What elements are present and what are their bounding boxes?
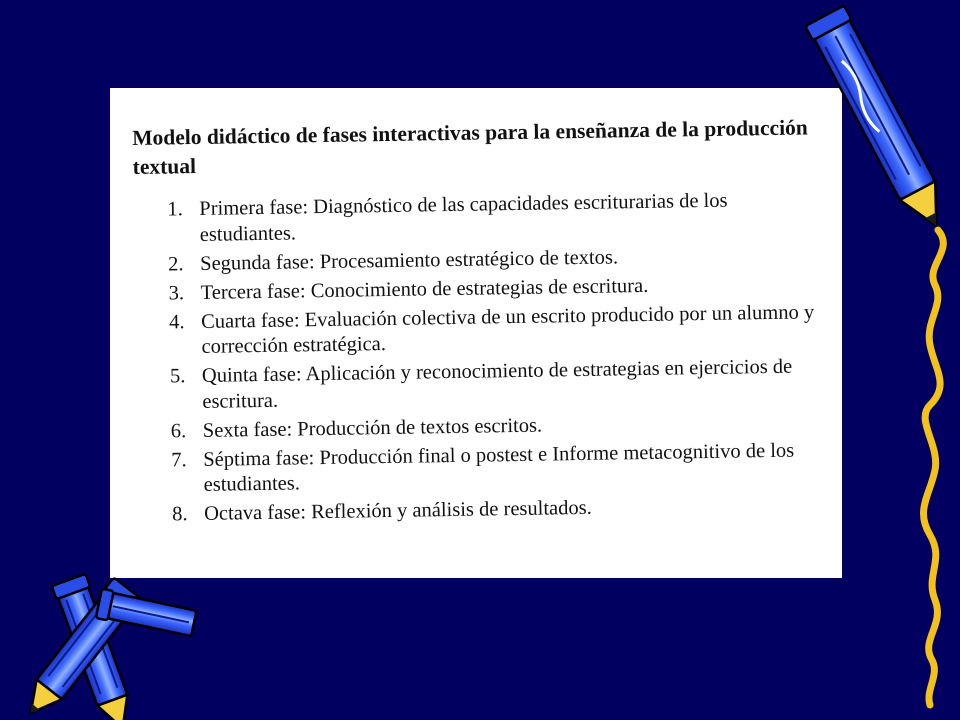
phase-number: 6. [170,419,187,442]
phase-text: Octava fase: Reflexión y análisis de resultados. [203,496,592,525]
phase-number: 3. [168,281,185,304]
phase-text: Segunda fase: Procesamiento estratégico de textos. [200,245,619,275]
phase-text: Sexta fase: Producción de textos escritos. [202,414,543,442]
phase-number: 4. [168,310,185,333]
squiggle-line-icon [924,230,944,705]
phase-number: 7. [171,448,187,471]
phase-number: 1. [167,198,183,221]
phase-number: 2. [168,252,184,275]
pencil-icon [805,5,956,236]
phase-text: Séptima fase: Producción final o postest e Informe metacognitivo de los estudiantes. [203,439,795,496]
phase-text: Tercera fase: Conocimiento de estrategias de escritura. [200,274,649,304]
phase-text: Cuarta fase: Evaluación colectiva de un escrito producido por un alumno y corrección estratégica. [200,300,815,358]
phase-number: 8. [171,503,188,526]
phase-text: Primera fase: Diagnóstico de las capacidades escriturarias de los estudiantes. [199,189,728,246]
phase-number: 5. [169,365,186,388]
phase-text: Quinta fase: Aplicación y reconocimiento de estrategias en ejercicios de escritura. [201,355,793,413]
document-title: Modelo didáctico de fases interactivas para la enseñanza de la producción textual [132,115,808,179]
